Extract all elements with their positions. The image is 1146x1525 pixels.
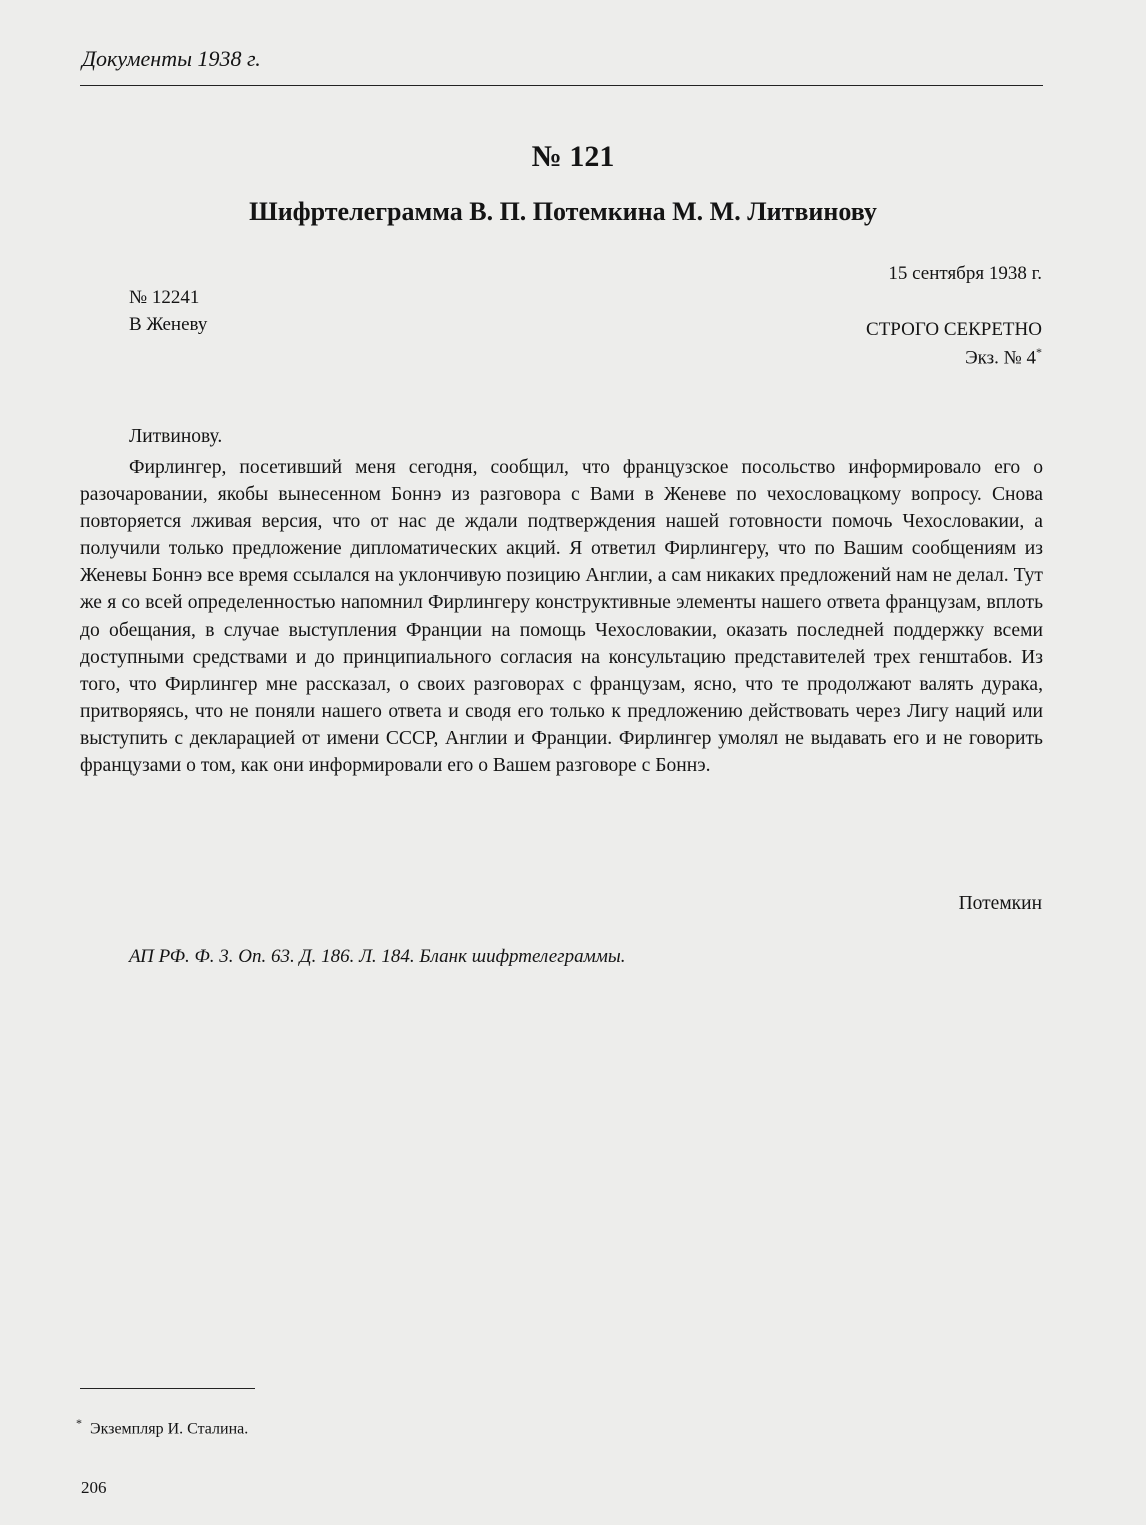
classification-stamp: СТРОГО СЕКРЕТНО	[866, 319, 1042, 340]
signature: Потемкин	[958, 893, 1042, 914]
copy-number	[965, 345, 1042, 369]
copy-footnote-mark: *	[1036, 345, 1042, 359]
document-number: № 121	[531, 140, 615, 173]
document-title: Шифртелеграмма В. П. Потемкина М. М. Литвинову	[249, 197, 877, 226]
footnote-text: Экземпляр И. Сталина.	[90, 1420, 249, 1438]
copy-label: Экз. № 4	[965, 347, 1036, 369]
running-head: Документы 1938 г.	[82, 46, 261, 71]
footnote-mark: *	[76, 1416, 82, 1430]
destination: В Женеву	[129, 314, 208, 335]
footnote-rule	[80, 1388, 255, 1389]
header-rule	[80, 85, 1043, 86]
telegram-body: Фирлингер, посетивший меня сегодня, сообщил, что французское посольство информировало его о разочаровании, якобы вынесенном Боннэ из разговора с Вами в Женеве по чехословацкому вопросу. Снова повторяется лживая версия, что от нас де ждали подтверждения нашей готовности помочь Чехословакии, а получили только предложение дипломатических акций. Я ответил Фирлингеру, что по Вашим сообщениям из Женевы Боннэ все время ссылался на уклончивую позицию Англии, а сам никаких предложений нам не делал. Тут же я со всей определенностью напомнил Фирлингеру конструктивные элементы нашего ответа французам, вплоть до обещания, в случае выступления Франции на помощь Чехословакии, оказать последней поддержку всеми доступными средствами и до принципиального согласия на консультацию представителей трех генштабов. Из того, что Фирлингер мне рассказал, о своих разговорах с французам, ясно, что те продолжают валять дурака, притворяясь, что не поняли нашего ответа и сводя его только к предложению действовать через Лигу наций или выступить с декларацией от имени СССР, Англии и Франции. Фирлингер умолял не выдавать его и не говорить французами о том, как они информировали его о Вашем разговоре с Боннэ.	[80, 457, 1043, 777]
footnote	[76, 1416, 248, 1438]
document-date: 15 сентября 1938 г.	[888, 263, 1042, 284]
registration-number: № 12241	[129, 287, 200, 308]
page-number: 206	[81, 1478, 107, 1497]
addressee: Литвинову.	[129, 426, 223, 447]
archive-reference: АП РФ. Ф. 3. Оп. 63. Д. 186. Л. 184. Бланк шифртелеграммы.	[129, 946, 626, 967]
